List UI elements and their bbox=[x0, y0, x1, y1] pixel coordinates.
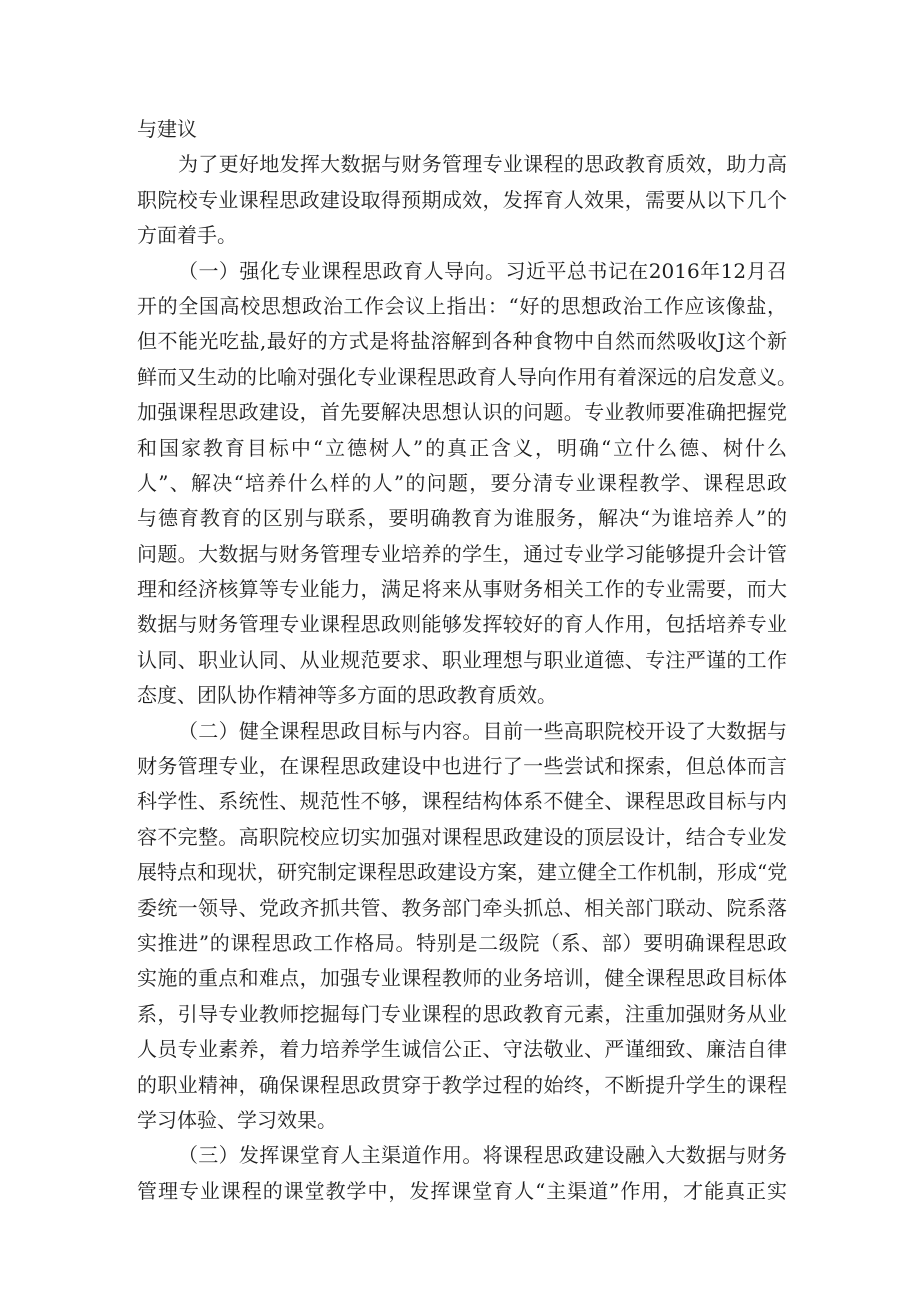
text-line: （二）健全课程思政目标与内容。目前一些高职院校开设了大数据与 bbox=[178, 718, 787, 743]
text-line: 加强课程思政建设，首先要解决思想认识的问题。专业教师要准确把握党 bbox=[137, 400, 787, 425]
text-line: 与德育教育的区别与联系，要明确教育为谁服务，解决“为谁培养人”的 bbox=[137, 506, 787, 531]
text-line: 但不能光吃盐,最好的方式是将盐溶解到各种食物中自然而然吸收J这个新 bbox=[137, 329, 787, 354]
text-line: （三）发挥课堂育人主渠道作用。将课程思政建设融入大数据与财务 bbox=[178, 1143, 787, 1168]
text-line: 态度、团队协作精神等多方面的思政教育质效。 bbox=[137, 683, 557, 708]
text-line: 容不完整。高职院校应切实加强对课程思政建设的顶层设计，结合专业发 bbox=[137, 824, 787, 849]
text-line: 职院校专业课程思政建设取得预期成效，发挥育人效果，需要从以下几个 bbox=[137, 187, 787, 212]
text-line: 科学性、系统性、规范性不够，课程结构体系不健全、课程思政目标与内 bbox=[137, 789, 787, 814]
text-line: 实施的重点和难点，加强专业课程教师的业务培训，健全课程思政目标体 bbox=[137, 966, 787, 991]
text-line: 开的全国高校思想政治工作会议上指出：“好的思想政治工作应该像盐， bbox=[137, 293, 787, 318]
text-line: 与建议 bbox=[137, 117, 197, 141]
text-line: 实推进”的课程思政工作格局。特别是二级院（系、部）要明确课程思政 bbox=[137, 930, 787, 955]
text-line: 理和经济核算等专业能力，满足将来从事财务相关工作的专业需要，而大 bbox=[137, 577, 787, 602]
document-page bbox=[137, 112, 797, 1209]
text-line: 学习体验、学习效果。 bbox=[137, 1107, 337, 1132]
text-line: 管理专业课程的课堂教学中，发挥课堂育人“主渠道”作用，才能真正实 bbox=[137, 1178, 787, 1203]
text-line: 系，引导专业教师挖掘每门专业课程的思政教育元素，注重加强财务从业 bbox=[137, 1001, 787, 1026]
text-line: 委统一领导、党政齐抓共管、教务部门牵头抓总、相关部门联动、院系落 bbox=[137, 895, 787, 920]
text-line: 展特点和现状，研究制定课程思政建设方案，建立健全工作机制，形成“党 bbox=[137, 860, 788, 885]
text-line: （一）强化专业课程思政育人导向。习近平总书记在2016年12月召 bbox=[178, 258, 787, 283]
text-line: 财务管理专业，在课程思政建设中也进行了一些尝试和探索，但总体而言 bbox=[137, 754, 787, 779]
text-line: 人员专业素养，着力培养学生诚信公正、守法敬业、严谨细致、廉洁自律 bbox=[137, 1037, 787, 1062]
text-line: 认同、职业认同、从业规范要求、职业理想与职业道德、专注严谨的工作 bbox=[137, 647, 787, 672]
text-line: 为了更好地发挥大数据与财务管理专业课程的思政教育质效，助力高 bbox=[178, 152, 787, 177]
text-line: 数据与财务管理专业课程思政则能够发挥较好的育人作用，包括培养专业 bbox=[137, 612, 787, 637]
text-line: 人”、解决“培养什么样的人”的问题，要分清专业课程教学、课程思政 bbox=[137, 470, 787, 495]
text-line: 鲜而又生动的比喻对强化专业课程思政育人导向作用有着深远的启发意义。 bbox=[137, 364, 797, 389]
text-line: 和国家教育目标中“立德树人”的真正含义，明确“立什么德、树什么 bbox=[137, 435, 787, 460]
text-line: 的职业精神，确保课程思政贯穿于教学过程的始终，不断提升学生的课程 bbox=[137, 1072, 787, 1097]
text-line: 问题。大数据与财务管理专业培养的学生，通过专业学习能够提升会计管 bbox=[137, 541, 787, 566]
text-line: 方面着手。 bbox=[137, 223, 237, 248]
